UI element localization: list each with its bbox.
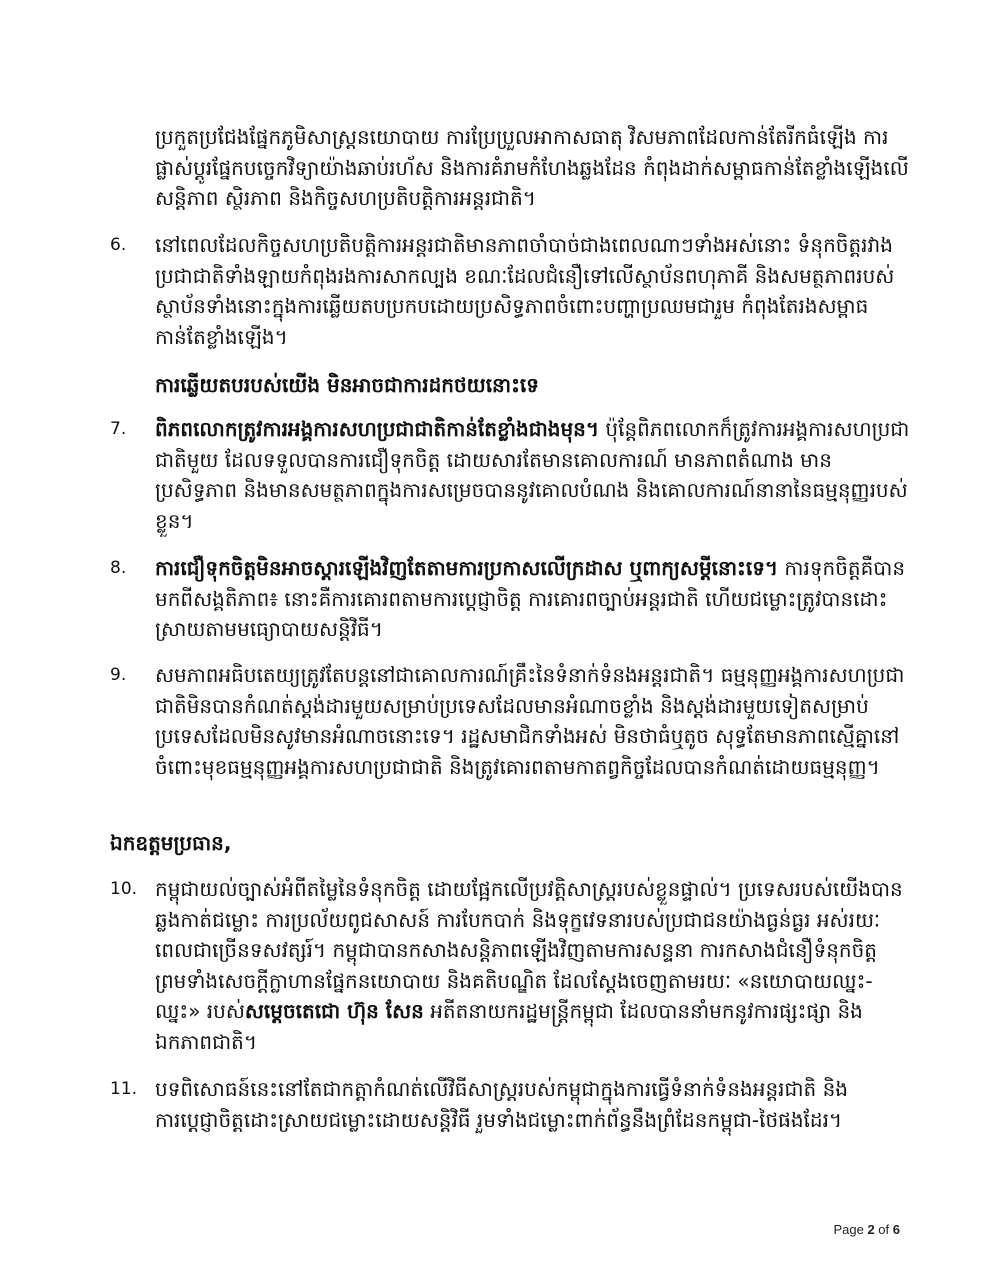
paragraph-number-7: 7.: [110, 419, 127, 439]
paragraph-8-bold: ការជឿទុកចិត្តមិនអាចស្តារឡើងវិញតែតាមការប្រកាសលើក្រដាស ឬពាក្យសម្តីនោះទេ។: [155, 556, 779, 580]
section-heading-response: ការឆ្លើយតបរបស់យើង មិនអាចជាការដកថយនោះទេ: [155, 373, 539, 397]
paragraph-7: [155, 414, 910, 536]
page-current: 2: [867, 1222, 875, 1237]
paragraph-6: នៅពេលដែលកិច្ចសហប្រតិបត្តិការអន្តរជាតិមានភាពចាំបាច់ជាងពេលណាៗទាំងអស់នោះ ទំនុកចិត្តរវាងប្រជាជាតិទាំងឡាយកំពុងរងការសាកល្បង ខណៈដែលជំនឿទៅលើស្ថាប័នពហុភាគី និងសមត្ថភាពរបស់ស្ថាប័នទាំងនោះក្នុងការឆ្លើយតបប្រកបដោយប្រសិទ្ធភាពចំពោះបញ្ហាប្រឈមជារួម កំពុងតែរងសម្ពាធកាន់តែខ្លាំងឡើង។: [155, 233, 895, 349]
paragraph-10-bold-name: សម្តេចតេជោ ហ៊ុន សែន: [244, 999, 424, 1023]
paragraph-11: បទពិសោធន៍នេះនៅតែជាកត្តាកំណត់លើវិធីសាស្ត្ររបស់កម្ពុជាក្នុងការធ្វើទំនាក់ទំនងអន្តរជាតិ និងការប្តេជ្ញាចិត្តដោះស្រាយជម្លោះដោយសន្តិវិធី រួមទាំងជម្លោះពាក់ព័ន្ធនឹងព្រំដែនកម្ពុជា-ថៃផងដែរ។: [155, 1077, 848, 1132]
salutation-heading: ឯកឧត្តមប្រធាន,: [110, 831, 232, 855]
paragraph-number-6: 6.: [110, 235, 127, 255]
paragraph-7-text: ប៉ុន្តែពិភពលោកក៏ត្រូវការអង្គការសហប្រជាជាតិមួយ ដែលទទួលបានការជឿទុកចិត្ត ដោយសារតែមានគោលការណ៍ មានភាពតំណាង មានប្រសិទ្ធភាព និងមានសមត្ថភាពក្នុងការសម្រេចបាននូវគោលបំណង និងគោលការណ៍នានានៃធម្មនុញ្ញរបស់ខ្លួន។: [155, 417, 910, 533]
paragraph-number-10: 10.: [110, 879, 138, 899]
paragraph-number-8: 8.: [110, 558, 127, 578]
paragraph-continued: ប្រកួតប្រជែងផ្នែកភូមិសាស្ត្រនយោបាយ ការប្រែប្រួលអាកាសធាតុ វិសមភាពដែលកាន់តែរីកធំឡើង ការផ្លាស់ប្តូរផ្នែកបច្ចេកវិទ្យាយ៉ាងឆាប់រហ័ស និងការគំរាមកំហែងឆ្លងដែន កំពុងដាក់សម្ពាធកាន់តែខ្លាំងឡើងលើសន្តិភាព ស្ថិរភាព និងកិច្ចសហប្រតិបត្តិការអន្តរជាតិ។: [155, 125, 909, 210]
paragraph-number-9: 9.: [110, 665, 127, 685]
of-word: of: [878, 1222, 890, 1237]
page-number-footer: [833, 1222, 900, 1237]
paragraph-10-text-a: កម្ពុជាយល់ច្បាស់អំពីតម្លៃនៃទំនុកចិត្ត ដោយផ្អែកលើប្រវត្តិសាស្ត្ររបស់ខ្លួនផ្ទាល់។ ប្រទេសរបស់យើងបានឆ្លងកាត់ជម្លោះ ការប្រល័យពូជសាសន៍ ការបែកបាក់ និងទុក្ខវេទនារបស់ប្រជាជនយ៉ាងធ្ងន់ធ្ងរ អស់រយៈពេលជាច្រើនទសវត្សរ៍។ កម្ពុជាបានកសាងសន្តិភាពឡើងវិញតាមការសន្ទនា ការកសាងជំនឿទំនុកចិត្ត ព្រមទាំងសេចក្តីក្លាហានផ្នែកនយោបាយ និងគតិបណ្ឌិត ដែលស្តែងចេញតាមរយៈ «នយោបាយឈ្នះ-ឈ្នះ» របស់: [155, 877, 903, 1023]
paragraph-7-bold: ពិភពលោកត្រូវការអង្គការសហប្រជាជាតិកាន់តែខ្លាំងជាងមុន។: [155, 417, 600, 441]
page-total: 6: [892, 1222, 900, 1237]
paragraph-number-11: 11.: [110, 1079, 138, 1099]
paragraph-8: [155, 553, 910, 645]
paragraph-8-text: ការទុកចិត្តគឺបានមកពីសង្គតិភាព៖ នោះគឺការគោរពតាមការប្តេជ្ញាចិត្ត ការគោរពច្បាប់អន្តរជាតិ ហើយជម្លោះត្រូវបានដោះស្រាយតាមមធ្យោបាយសន្តិវិធី។: [155, 556, 906, 641]
paragraph-10-text-b: អតីតនាយករដ្ឋមន្ត្រីកម្ពុជា ដែលបាននាំមកនូវការផ្សះផ្សា និងឯកភាពជាតិ។: [155, 999, 863, 1054]
page-word: Page: [833, 1222, 864, 1237]
paragraph-10: [155, 874, 910, 1057]
paragraph-9: សមភាពអធិបតេយ្យត្រូវតែបន្តនៅជាគោលការណ៍គ្រឹះនៃទំនាក់ទំនងអន្តរជាតិ។ ធម្មនុញ្ញអង្គការសហប្រជាជាតិមិនបានកំណត់ស្តង់ដារមួយសម្រាប់ប្រទេសដែលមានអំណាចខ្លាំង និងស្តង់ដារមួយទៀតសម្រាប់ប្រទេសដែលមិនសូវមានអំណាចនោះទេ។ រដ្ឋសមាជិកទាំងអស់ មិនថាធំឬតូច សុទ្ធតែមានភាពស្មើគ្នានៅចំពោះមុខធម្មនុញ្ញអង្គការសហប្រជាជាតិ និងត្រូវគោរពតាមកាតព្វកិច្ចដែលបានកំណត់ដោយធម្មនុញ្ញ។: [155, 663, 905, 779]
